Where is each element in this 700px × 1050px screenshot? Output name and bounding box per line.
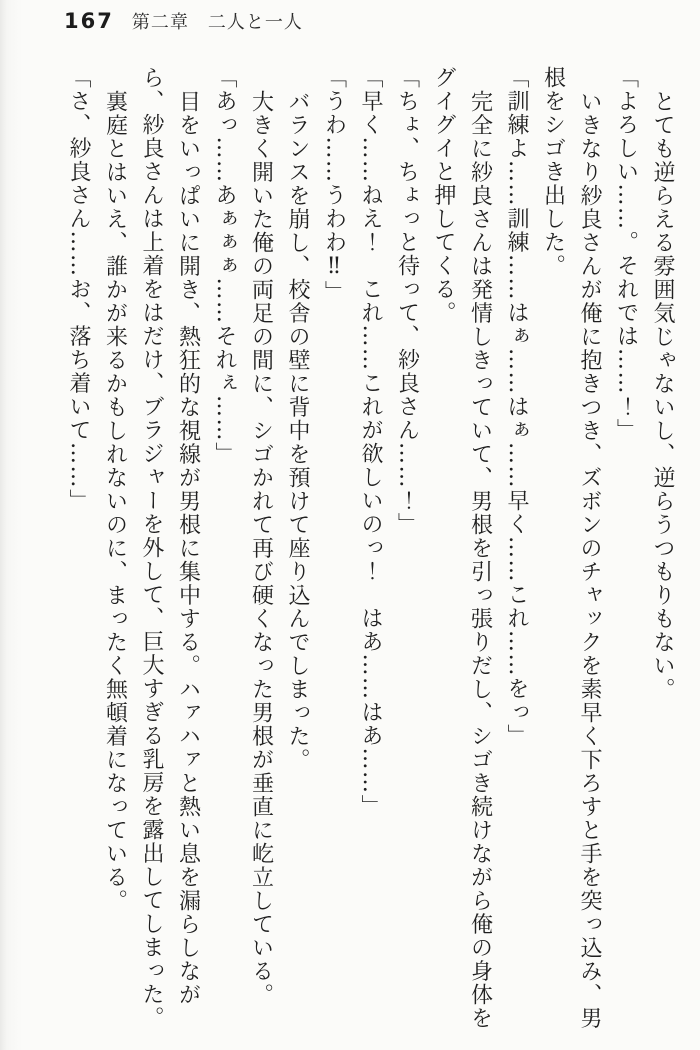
paragraph: 「よろしい……。それでは……！」: [613, 66, 639, 442]
paragraph: 「うわ……うわわ‼」: [321, 66, 347, 304]
paragraph: 「あっ……あぁぁぁ……それぇ……」: [212, 66, 237, 466]
body-text: [56, 66, 680, 1032]
paragraph: 「さ、紗良さん……お、落ち着いて……」: [66, 66, 91, 513]
chapter-title: 第二章 二人と一人: [131, 12, 303, 33]
running-head: [64, 8, 303, 34]
paragraph: バランスを崩し、校舎の壁に背中を預けて座り込んでしまった。: [285, 89, 310, 771]
page-number: 167: [64, 9, 114, 33]
paragraph: 完全に紗良さんは発情しきっていて、男根を引っ張りだし、シゴき続けながら俺の身体をグイグイと押してくる。: [431, 66, 493, 1030]
paragraph: とても逆らえる雰囲気じゃないし、逆らうつもりもない。: [650, 89, 675, 701]
paragraph: 「ちょ、ちょっと待って、紗良さん……！」: [394, 66, 420, 536]
paragraph: 「早く……ねえ！ これ……これが欲しいのっ！ はあ……はあ……」: [358, 66, 383, 818]
paragraph: 大きく開いた俺の両足の間に、シゴかれて再び硬くなった男根が垂直に屹立している。: [248, 89, 274, 1006]
paragraph: 「訓練よ……訓練……はぁ……はぁ……早く……これ……をっ」: [504, 66, 529, 748]
paragraph: 裏庭とはいえ、誰かが来るかもしれないのに、まったく無頓着になっている。: [102, 89, 128, 912]
paragraph: いきなり紗良さんが俺に抱きつき、ズボンのチャックを素早く下ろすと手を突っ込み、男根をシゴき出した。: [540, 66, 602, 1030]
paragraph: 目をいっぱいに開き、熱狂的な視線が男根に集中する。ハァハァと熱い息を漏らしながら、紗良さんは上着をはだけ、ブラジャーを外して、巨大すぎる乳房を露出してしまった。: [139, 66, 201, 1030]
